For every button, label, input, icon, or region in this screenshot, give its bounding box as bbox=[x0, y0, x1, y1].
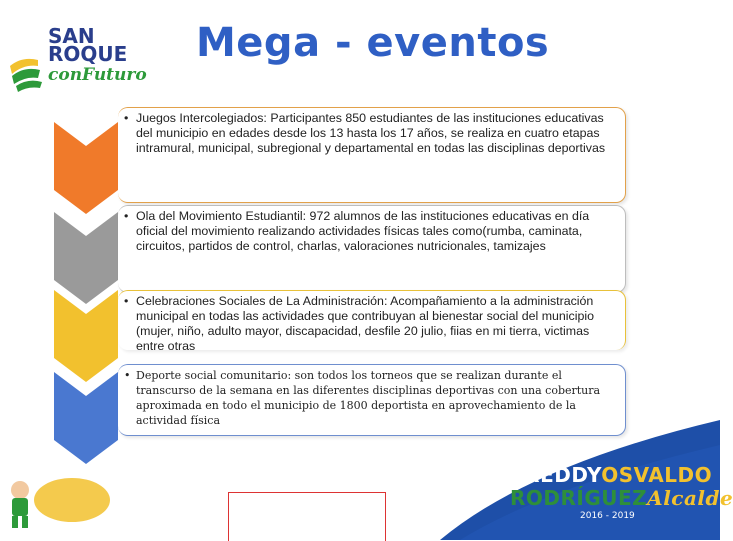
mascot-logo bbox=[2, 470, 112, 530]
footer-role: Alcalde bbox=[647, 486, 733, 510]
chevron-yellow-icon bbox=[54, 290, 118, 382]
footer-years: 2016 - 2019 bbox=[580, 511, 635, 521]
event-text: Juegos Intercolegiados: Participantes 850 estudiantes de las instituciones educativas del municipio en edades desde los 13 hasta los 17 años, se realiza en cuatro etapas intramural, municipal, subregional y departamental en todas las disciplinas deportivas bbox=[136, 111, 606, 155]
footer-middle-name: OSVALDO bbox=[601, 463, 713, 487]
san-roque-logo bbox=[8, 22, 147, 90]
bullet: • bbox=[124, 294, 129, 308]
footer-last-name: RODRÍGUEZ bbox=[510, 486, 648, 510]
logo-line-1: SAN bbox=[48, 24, 95, 48]
event-text: Ola del Movimiento Estudiantil: 972 alumnos de las instituciones educativas en día oficial del movimiento realizando actividades físicas tales como(rumba, caminata, circuitos, partidos de control, charlas, valoraciones nutricionales, tamizajes bbox=[136, 209, 590, 253]
bullet: • bbox=[124, 209, 129, 223]
logo-line-2: ROQUE bbox=[48, 42, 128, 66]
chevron-blue-icon bbox=[54, 372, 118, 464]
chevron-orange-icon bbox=[54, 122, 118, 214]
decorative-outline bbox=[228, 492, 386, 541]
event-box-2 bbox=[118, 205, 626, 293]
footer-name-line-1 bbox=[510, 463, 712, 487]
event-text: Deporte social comunitario: son todos los torneos que se realizan durante el transcurso de la semana en las diferentes disciplinas deportivas con una cobertura aproximada en todo el municipio de 1800 deportista en aprovechamiento de la actividad física bbox=[136, 369, 601, 427]
mascot-icon bbox=[2, 470, 112, 530]
list-item bbox=[124, 209, 619, 254]
list-item bbox=[124, 294, 619, 354]
list-item bbox=[124, 111, 619, 156]
footer-name-line-2 bbox=[510, 486, 733, 510]
event-text: Celebraciones Sociales de La Administración: Acompañamiento a la administración municipal en todas las actividades que contribuyan al bienestar social del municipio (mujer, niño, adulto mayor, discapacidad, desfile 20 julio, fiias en mi tierra, victimas entre otras bbox=[136, 294, 595, 353]
bullet: • bbox=[124, 369, 131, 382]
event-box-3 bbox=[118, 290, 626, 353]
event-box-1 bbox=[118, 107, 626, 203]
logo-line-3: conFuturo bbox=[48, 65, 147, 85]
bullet: • bbox=[124, 111, 129, 125]
footer-first-name: FREDDY bbox=[510, 463, 602, 487]
page-title: Mega - eventos bbox=[196, 20, 550, 66]
